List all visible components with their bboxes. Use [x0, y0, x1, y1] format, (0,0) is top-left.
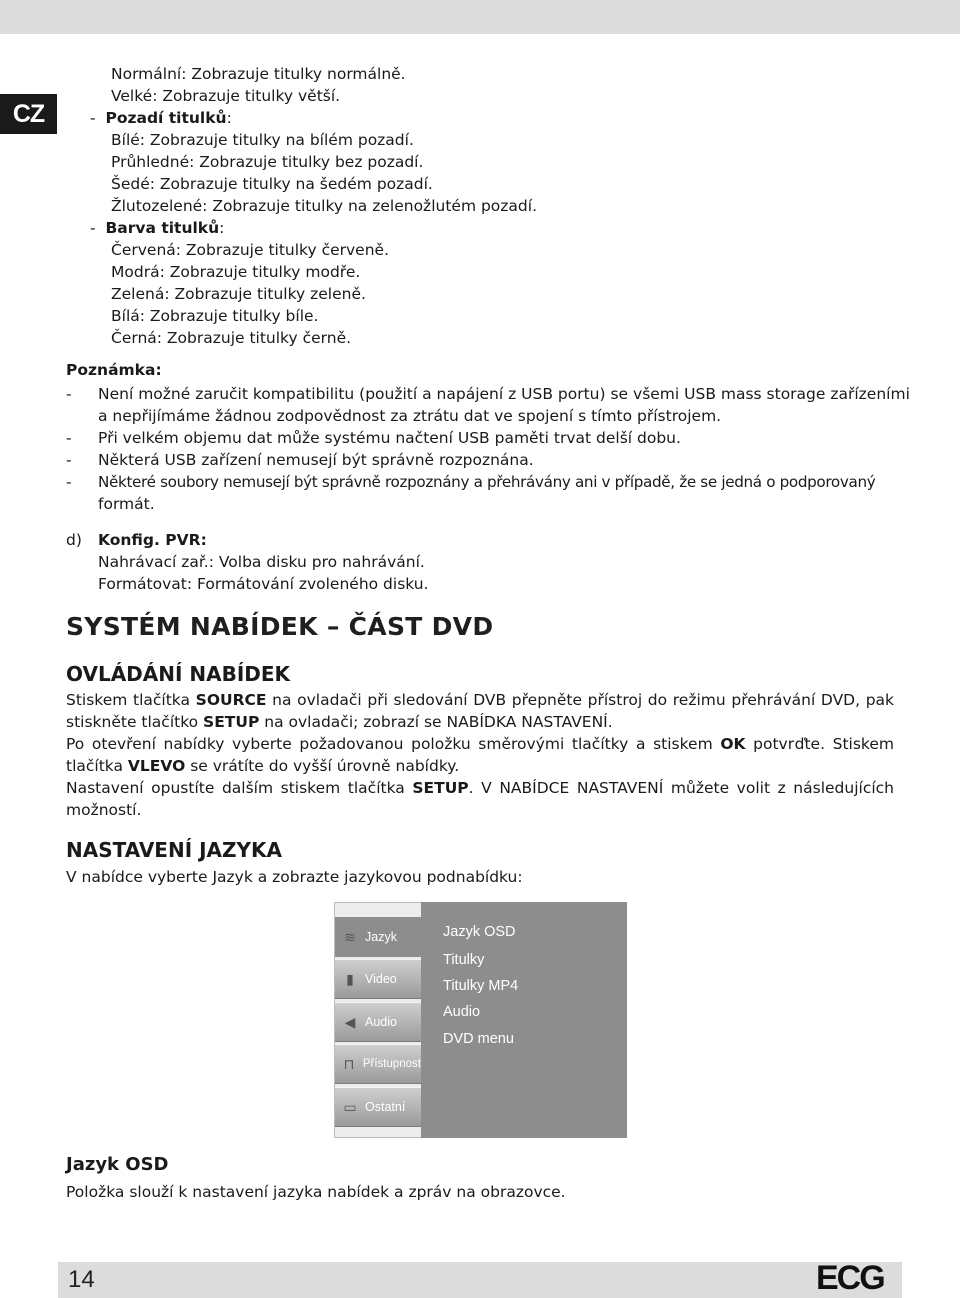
bullet-dash: - — [66, 385, 72, 403]
top-bar — [0, 0, 960, 34]
menu-tab-language[interactable] — [335, 917, 421, 957]
menu-control-paragraph-3 — [66, 777, 894, 821]
list-item: Modrá: Zobrazuje titulky modře. — [111, 263, 361, 281]
list-item: Šedé: Zobrazuje titulky na šedém pozadí. — [111, 175, 433, 193]
text-run: na ovladači; zobrazí se NABÍDKA NASTAVENÍ. — [259, 713, 613, 731]
colon: : — [226, 109, 232, 127]
osd-language-text: Položka slouží k nastavení jazyka nabídek a zpráv na obrazovce. — [66, 1183, 566, 1201]
subtitle-color-heading — [90, 217, 224, 239]
bullet-dash: - — [66, 473, 72, 491]
tab-label: Ostatní — [365, 1100, 406, 1114]
list-item: Formátovat: Formátování zvoleného disku. — [98, 575, 429, 593]
note-text: formát. — [98, 495, 155, 513]
lock-icon: ⊓ — [343, 1055, 355, 1072]
submenu-panel — [421, 902, 627, 1138]
submenu-item-osd-language[interactable]: Jazyk OSD — [443, 924, 516, 940]
note-text: Některá USB zařízení nemusejí být správně rozpoznána. — [98, 451, 534, 469]
key-setup: SETUP — [412, 779, 469, 797]
menu-control-heading: OVLÁDÁNÍ NABÍDEK — [66, 662, 291, 686]
submenu-item-audio[interactable]: Audio — [443, 1004, 481, 1020]
text-run: Nastavení opustíte dalším stiskem tlačítka — [66, 779, 413, 797]
note-text: a nepřijímáme žádnou zodpovědnost za ztrátu dat ve spojení s tímto přístrojem. — [98, 407, 722, 425]
list-item: Velké: Zobrazuje titulky větší. — [111, 87, 341, 105]
list-item: Černá: Zobrazuje titulky černě. — [111, 329, 352, 347]
heading-text: Pozadí titulků — [105, 109, 227, 127]
tab-label: Jazyk — [365, 930, 397, 944]
key-source: SOURCE — [195, 691, 267, 709]
list-item: Červená: Zobrazuje titulky červeně. — [111, 241, 389, 259]
menu-tab-other[interactable] — [335, 1087, 421, 1127]
list-item: Zelená: Zobrazuje titulky zeleně. — [111, 285, 366, 303]
submenu-item-subtitles[interactable]: Titulky — [443, 952, 485, 968]
brand-logo: ECG — [816, 1259, 884, 1297]
bullet-dash: - — [90, 109, 96, 127]
menu-control-paragraph-2 — [66, 733, 894, 777]
subtitle-bg-heading — [90, 107, 232, 129]
tab-label: Video — [365, 972, 397, 986]
bullet-dash: - — [66, 429, 72, 447]
tab-label: Audio — [365, 1015, 397, 1029]
language-icon: ≋ — [344, 928, 356, 945]
osd-language-heading: Jazyk OSD — [66, 1154, 169, 1175]
note-text: Při velkém objemu dat může systému načtení USB paměti trvat delší dobu. — [98, 429, 681, 447]
note-text: Není možné zaručit kompatibilitu (použití a napájení z USB portu) se všemi USB mass storage zařízeními — [98, 385, 910, 403]
text-run: Stiskem tlačítka — [66, 691, 196, 709]
text-run: . V NABÍDCE NASTAVENÍ můžete volit z následujících možností. — [66, 779, 894, 819]
list-item: Žlutozelené: Zobrazuje titulky na zelenožlutém pozadí. — [111, 197, 537, 215]
misc-icon: ▭ — [343, 1098, 357, 1115]
list-item: Průhledné: Zobrazuje titulky bez pozadí. — [111, 153, 424, 171]
language-setup-heading: NASTAVENÍ JAZYKA — [66, 838, 282, 862]
note-text: Některé soubory nemusejí být správně rozpoznány a přehrávány ani v případě, že se jedná o podporovaný — [98, 473, 876, 491]
speaker-icon: ◀ — [344, 1013, 356, 1030]
bullet-dash: - — [66, 451, 72, 469]
colon: : — [219, 219, 225, 237]
text-run: Po otevření nabídky vyberte požadovanou položku směrovými tlačítky a stiskem — [66, 735, 721, 753]
osd-setup-menu — [334, 902, 626, 1138]
menu-tab-video[interactable] — [335, 959, 421, 999]
language-badge: CZ — [0, 94, 57, 134]
page-number: 14 — [68, 1266, 95, 1293]
note-heading: Poznámka: — [66, 361, 162, 379]
text-run: na ovladači při sledování DVB přepněte přístroj do režimu přehrávání DVD, pak stiskněte tlačítko — [66, 691, 895, 731]
text-run: se vrátíte do vyšší úrovně nabídky. — [185, 757, 460, 775]
bullet-dash: - — [90, 219, 96, 237]
submenu-item-dvd-menu[interactable]: DVD menu — [443, 1031, 514, 1047]
menu-tab-audio[interactable] — [335, 1002, 421, 1042]
list-item: Bílá: Zobrazuje titulky bíle. — [111, 307, 319, 325]
list-item: Nahrávací zař.: Volba disku pro nahrávání. — [98, 553, 425, 571]
section-title: SYSTÉM NABÍDEK – ČÁST DVD — [66, 612, 494, 641]
footer-bar — [58, 1262, 902, 1298]
pvr-heading: Konfig. PVR: — [98, 531, 207, 549]
heading-text: Barva titulků — [105, 219, 220, 237]
key-ok: OK — [720, 735, 746, 753]
language-setup-text: V nabídce vyberte Jazyk a zobrazte jazykovou podnabídku: — [66, 868, 523, 886]
menu-tab-accessibility[interactable] — [335, 1044, 421, 1084]
text-run: potvrďte. Stiskem tlačítka — [66, 735, 894, 775]
list-item: Normální: Zobrazuje titulky normálně. — [111, 65, 406, 83]
list-marker: d) — [66, 531, 82, 549]
list-item: Bílé: Zobrazuje titulky na bílém pozadí. — [111, 131, 414, 149]
tab-label: Přístupnost — [362, 1058, 421, 1070]
submenu-item-subtitles-mp4[interactable]: Titulky MP4 — [443, 978, 519, 994]
menu-control-paragraph-1 — [66, 689, 894, 733]
key-setup: SETUP — [203, 713, 260, 731]
key-left: VLEVO — [127, 757, 186, 775]
video-icon: ▮ — [346, 970, 354, 987]
